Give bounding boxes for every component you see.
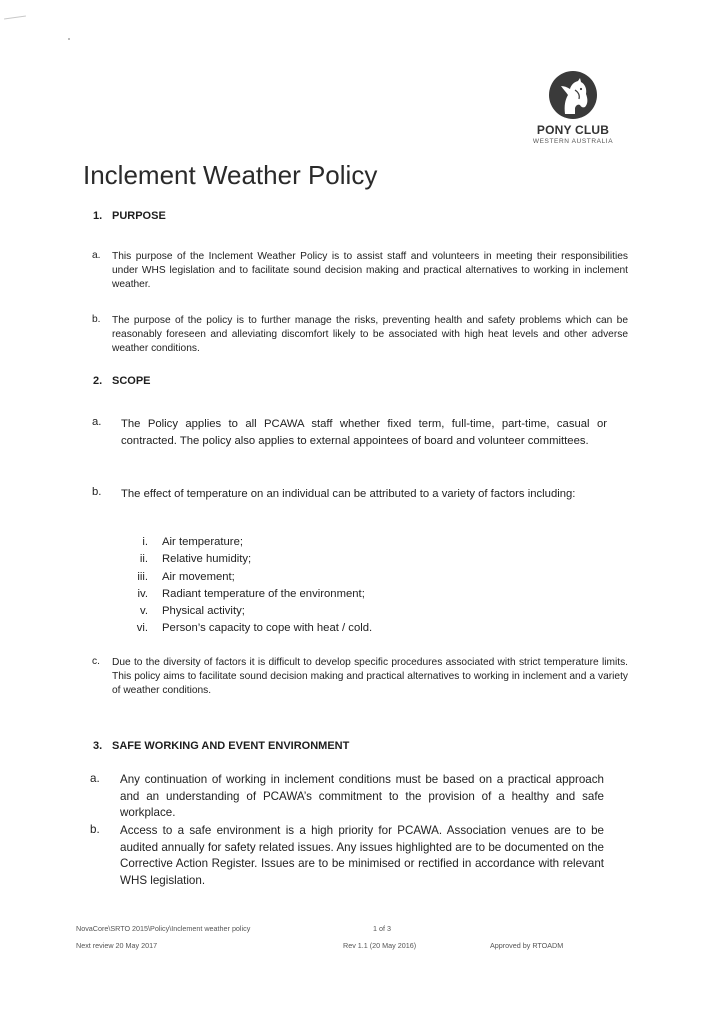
list-marker: b. (92, 486, 102, 498)
list-marker: b. (92, 314, 101, 325)
scope-paragraph-c: Due to the diversity of factors it is difficult to develop specific procedures associated with strict temperature limits. This policy aims to facilitate sound decision making and practical alternatives to working in inclement and a variety of weather conditions. (112, 657, 628, 696)
section-heading-scope (93, 375, 151, 387)
section-title: SCOPE (112, 375, 151, 387)
scan-artifact (68, 38, 70, 40)
section-heading-safe-working (93, 740, 349, 752)
list-marker: i. (142, 536, 148, 548)
list-marker: a. (90, 772, 100, 785)
factor-text: Person’s capacity to cope with heat / cold. (162, 622, 373, 635)
purpose-paragraph-b: The purpose of the policy is to further manage the risks, preventing health and safety problems which can be reasonably foreseen and alleviating discomfort likely to be associated with high heat levels and other adverse weather conditions. (112, 315, 628, 354)
footer-next-review: Next review 20 May 2017 (76, 941, 158, 950)
purpose-paragraph-a: This purpose of the Inclement Weather Policy is to assist staff and volunteers in meeting their responsibilities under WHS legislation and to facilitate sound decision making and practical alternatives to working in inclement weather. (112, 251, 628, 290)
horse-head-icon (548, 70, 598, 120)
section-title: SAFE WORKING AND EVENT ENVIRONMENT (112, 740, 350, 752)
logo-subtitle: WESTERN AUSTRALIA (532, 138, 614, 145)
page-title: Inclement Weather Policy (83, 160, 378, 190)
scan-artifact (4, 15, 26, 19)
list-marker: vi. (136, 622, 148, 635)
factor-list (120, 536, 440, 640)
section-title: PURPOSE (112, 210, 166, 222)
section-heading-purpose (93, 210, 166, 222)
factor-text: Air movement; (162, 570, 235, 583)
pony-club-logo (528, 70, 618, 156)
factor-text: Radiant temperature of the environment; (162, 587, 365, 600)
list-item (120, 605, 440, 622)
section-number: 1. (93, 210, 103, 222)
list-item (120, 588, 440, 605)
section-number: 2. (93, 375, 103, 387)
list-marker: c. (92, 656, 100, 667)
list-item (120, 536, 440, 553)
scope-paragraph-a: The Policy applies to all PCAWA staff whether fixed term, full-time, part-time, casual or contracted. The policy also applies to external appointees of board and volunteer committees. (121, 418, 607, 447)
footer-approved-by: Approved by RTOADM (490, 941, 564, 950)
list-marker: v. (140, 605, 148, 618)
list-marker: a. (92, 250, 101, 261)
factor-text: Air temperature; (162, 536, 243, 548)
safe-paragraph-b: Access to a safe environment is a high priority for PCAWA. Association venues are to be audited annually for safety related issues. Any issues highlighted are to be documented on the Corrective Action Register. Issues are to be minimised or rectified in accordance with relevant WHS legislation. (120, 824, 604, 887)
factor-text: Relative humidity; (162, 553, 252, 566)
list-item (120, 571, 440, 588)
footer-revision: Rev 1.1 (20 May 2016) (343, 941, 417, 950)
safe-paragraph-a: Any continuation of working in inclement conditions must be based on a practical approach and an understanding of PCAWA’s commitment to the provision of a healthy and safe workplace. (120, 773, 604, 819)
list-item (120, 622, 440, 639)
factor-text: Physical activity; (162, 605, 245, 618)
section-number: 3. (93, 740, 103, 752)
list-item (120, 553, 440, 570)
list-marker: ii. (139, 553, 148, 566)
scope-paragraph-b: The effect of temperature on an individual can be attributed to a variety of factors including: (121, 488, 576, 500)
footer-page-number: 1 of 3 (373, 924, 391, 933)
list-marker: iv. (137, 587, 148, 600)
list-marker: b. (90, 823, 100, 836)
list-marker: a. (92, 416, 102, 428)
logo-name: PONY CLUB (536, 123, 610, 137)
list-marker: iii. (137, 570, 148, 583)
footer-path: NovaCore\SRTO 2015\Policy\Inclement weather policy (76, 924, 251, 933)
